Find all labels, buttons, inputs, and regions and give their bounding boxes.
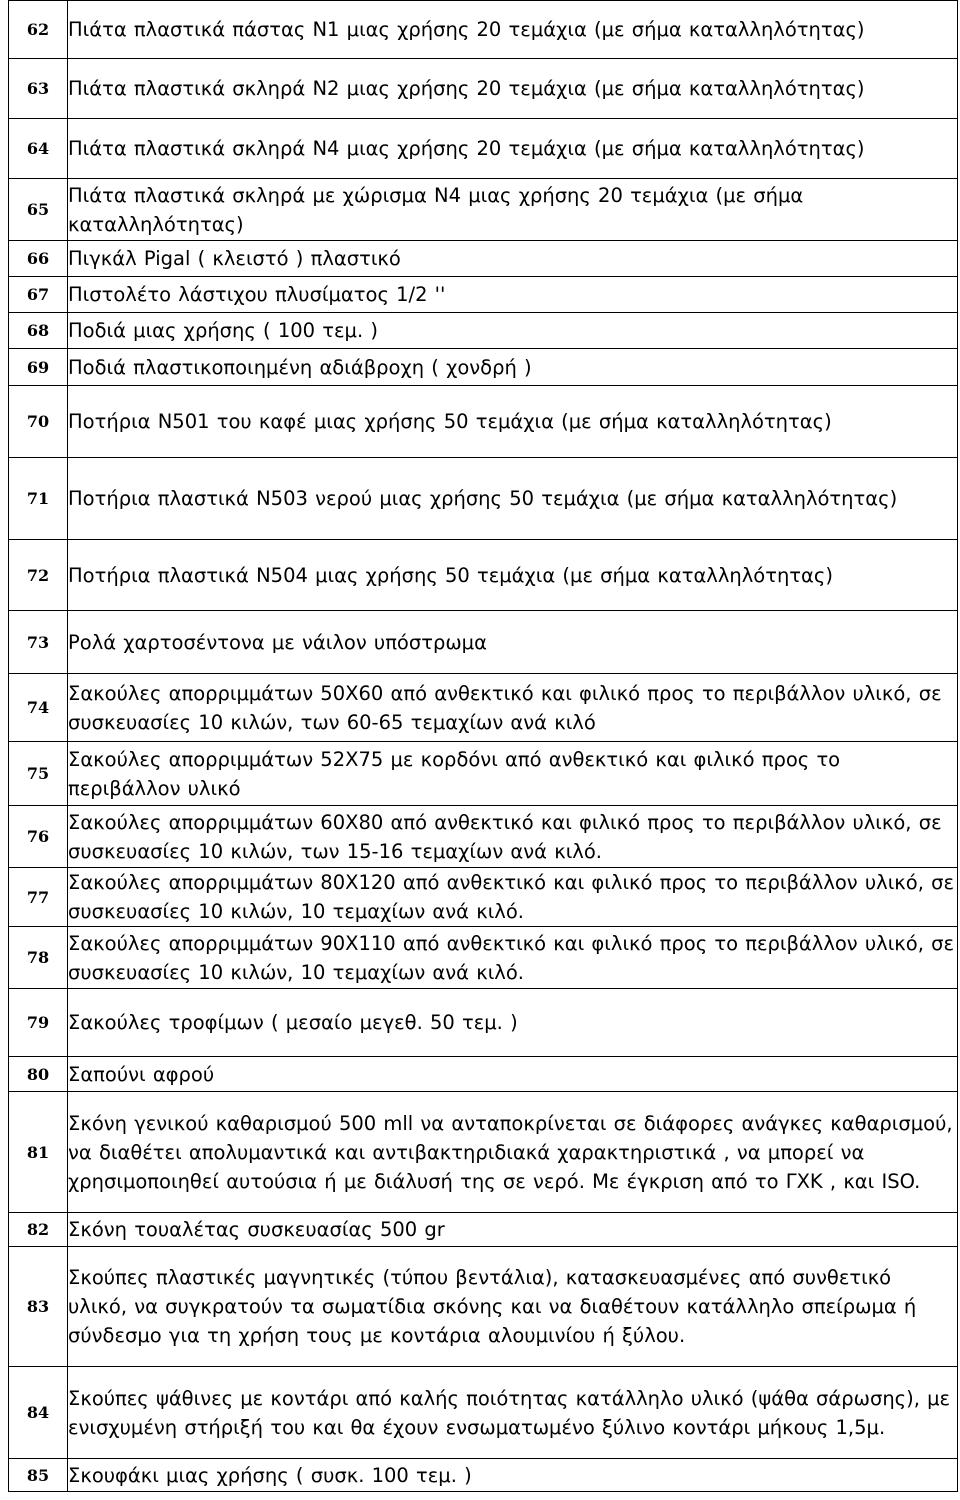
row-description: Σακούλες απορριμμάτων 50Χ60 από ανθεκτικό και φιλικό προς το περιβάλλον υλικό, σε συσκευασίες 10 κιλών, των 60-65 τεμαχίων ανά κιλό [68,674,958,742]
row-description: Ποτήρια πλαστικά Ν503 νερού μιας χρήσης 50 τεμάχια (με σήμα καταλληλότητας) [68,458,958,540]
table-row [9,806,958,868]
table-row [9,1057,958,1092]
row-number: 77 [9,868,68,927]
row-number: 85 [9,1459,68,1492]
row-number: 80 [9,1057,68,1092]
row-number: 69 [9,349,68,386]
table-row [9,313,958,349]
items-table [8,0,958,1492]
row-number: 84 [9,1367,68,1459]
table-row [9,119,958,179]
table-row [9,1213,958,1247]
table-row [9,611,958,674]
row-number: 75 [9,742,68,806]
row-number: 62 [9,1,68,59]
row-description: Πιστολέτο λάστιχου πλυσίματος 1/2 '' [68,277,958,313]
row-number: 65 [9,179,68,241]
row-description: Ποδιά μιας χρήσης ( 100 τεμ. ) [68,313,958,349]
row-description: Ρολά χαρτοσέντονα με νάιλον υπόστρωμα [68,611,958,674]
row-description: Ποτήρια πλαστικά Ν504 μιας χρήσης 50 τεμάχια (με σήμα καταλληλότητας) [68,540,958,611]
row-number: 73 [9,611,68,674]
table-row [9,349,958,386]
table-row [9,1092,958,1213]
row-number: 82 [9,1213,68,1247]
row-description: Σκόνη γενικού καθαρισμού 500 mll να ανταποκρίνεται σε διάφορες ανάγκες καθαρισμού, να διαθέτει απολυμαντικά και αντιβακτηριδιακά χαρακτηριστικά , να μπορεί να χρησιμοποιηθεί αυτούσια ή με διάλυσή της σε νερό. Με έγκριση από το ΓΧΚ , και ISO. [68,1092,958,1213]
row-number: 79 [9,989,68,1057]
table-row [9,1367,958,1459]
items-table-body [9,1,958,1492]
row-description: Σκούπες πλαστικές μαγνητικές (τύπου βεντάλια), κατασκευασμένες από συνθετικό υλικό, να συγκρατούν τα σωματίδια σκόνης και να διαθέτουν κατάλληλο σπείρωμα ή σύνδεσμο για τη χρήση τους με κοντάρια αλουμινίου ή ξύλου. [68,1247,958,1367]
table-row [9,179,958,241]
row-number: 63 [9,59,68,119]
table-row [9,59,958,119]
row-description: Σκόνη τουαλέτας συσκευασίας 500 gr [68,1213,958,1247]
table-row [9,674,958,742]
table-row [9,277,958,313]
row-description: Σκούπες ψάθινες με κοντάρι από καλής ποιότητας κατάλληλο υλικό (ψάθα σάρωσης), με ενισχυμένη στήριξή του και θα έχουν ενσωματωμένο ξύλινο κοντάρι μήκους 1,5μ. [68,1367,958,1459]
row-description: Σακούλες απορριμμάτων 80Χ120 από ανθεκτικό και φιλικό προς το περιβάλλον υλικό, σε συσκευασίες 10 κιλών, 10 τεμαχίων ανά κιλό. [68,868,958,927]
row-number: 67 [9,277,68,313]
table-row [9,868,958,927]
row-number: 70 [9,386,68,458]
row-number: 81 [9,1092,68,1213]
row-description: Πιάτα πλαστικά σκληρά με χώρισμα Ν4 μιας χρήσης 20 τεμάχια (με σήμα καταλληλότητας) [68,179,958,241]
table-row [9,386,958,458]
table-row [9,989,958,1057]
table-row [9,540,958,611]
row-number: 66 [9,241,68,277]
row-number: 71 [9,458,68,540]
row-description: Ποδιά πλαστικοποιημένη αδιάβροχη ( χονδρή ) [68,349,958,386]
row-description: Σαπούνι αφρού [68,1057,958,1092]
row-description: Σκουφάκι μιας χρήσης ( συσκ. 100 τεμ. ) [68,1459,958,1492]
row-number: 64 [9,119,68,179]
table-row [9,241,958,277]
table-row [9,1247,958,1367]
row-number: 74 [9,674,68,742]
table-row [9,927,958,989]
row-number: 68 [9,313,68,349]
row-description: Σακούλες απορριμμάτων 52Χ75 με κορδόνι από ανθεκτικό και φιλικό προς το περιβάλλον υλικό [68,742,958,806]
row-number: 83 [9,1247,68,1367]
row-description: Ποτήρια Ν501 του καφέ μιας χρήσης 50 τεμάχια (με σήμα καταλληλότητας) [68,386,958,458]
row-number: 78 [9,927,68,989]
row-number: 72 [9,540,68,611]
row-description: Πιάτα πλαστικά πάστας Ν1 μιας χρήσης 20 τεμάχια (με σήμα καταλληλότητας) [68,1,958,59]
row-description: Σακούλες απορριμμάτων 60Χ80 από ανθεκτικό και φιλικό προς το περιβάλλον υλικό, σε συσκευασίες 10 κιλών, των 15-16 τεμαχίων ανά κιλό. [68,806,958,868]
table-row [9,1,958,59]
table-row [9,458,958,540]
table-row [9,742,958,806]
table-row [9,1459,958,1492]
row-description: Πιάτα πλαστικά σκληρά Ν2 μιας χρήσης 20 τεμάχια (με σήμα καταλληλότητας) [68,59,958,119]
row-description: Πιγκάλ Pigal ( κλειστό ) πλαστικό [68,241,958,277]
row-number: 76 [9,806,68,868]
row-description: Πιάτα πλαστικά σκληρά Ν4 μιας χρήσης 20 τεμάχια (με σήμα καταλληλότητας) [68,119,958,179]
row-description: Σακούλες τροφίμων ( μεσαίο μεγεθ. 50 τεμ. ) [68,989,958,1057]
row-description: Σακούλες απορριμμάτων 90Χ110 από ανθεκτικό και φιλικό προς το περιβάλλον υλικό, σε συσκευασίες 10 κιλών, 10 τεμαχίων ανά κιλό. [68,927,958,989]
